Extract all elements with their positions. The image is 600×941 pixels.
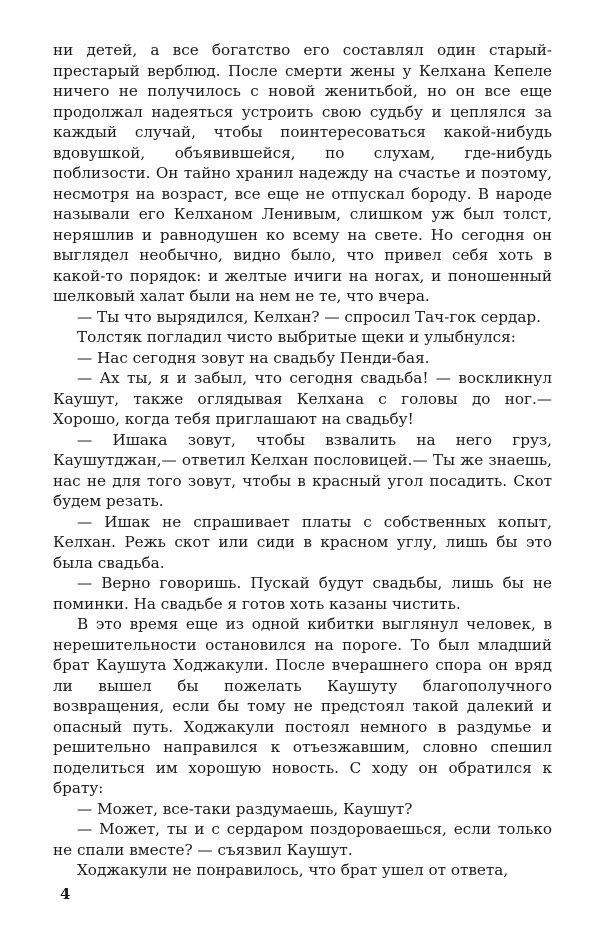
paragraph-1: ни детей, а все богатство его составлял один старый-престарый верблюд. После смерти жены у Келхана Кепеле ничего не получилось с новой женитьбой, но он все еще продолжал надеяться устроить свою судьбу и цеплялся за каждый случай, чтобы поинтересоваться какой-нибудь вдовушкой, объявившейся, по слухам, где-нибудь поблизости. Он тайно хранил надежду на счастье и поэтому, несмотря на возраст, все еще не отпускал бороду. В народе называли его Келханом Ленивым, слишком уж был толст, неряшлив и равнодушен ко всему на свете. Но сегодня он выглядел необычно, видно было, что привел себя хоть в какой-то порядок: и желтые ичиги на ногах, и поношенный шелковый халат были на нем не те, что вчера. [53, 41, 552, 305]
paragraph-6: — Ишака зовут, чтобы взвалить на него груз, Каушутджан,— ответил Келхан пословицей.— Ты же знаешь, нас не для того зовут, чтобы в красный угол посадить. Скот будем резать. [53, 430, 552, 510]
page-number: 4 [60, 885, 71, 903]
paragraph-5: — Ах ты, я и забыл, что сегодня свадьба! — воскликнул Каушут, также оглядывая Келхана с головы до ног.— Хорошо, когда тебя приглашают на свадьбу! [53, 369, 552, 428]
paragraph-2: — Ты что вырядился, Келхан? — спросил Тач-гок сердар. [77, 307, 541, 326]
paragraph-12: Ходжакули не понравилось, что брат ушел от ответа, [77, 861, 509, 879]
paragraph-3: Толстяк погладил чисто выбритые щеки и улыбнулся: [77, 328, 516, 346]
paragraph-9: В это время еще из одной кибитки выглянул человек, в нерешительности остановился на пороге. То был младший брат Каушута Ходжакули. После вчерашнего спора он вряд ли вышел бы пожелать Каушуту благополучного возвращения, если бы тому не предстоял такой далекий и опасный путь. Ходжакули постоял немного в раздумье и решительно направился к отъезжавшим, словно спешил поделиться им хорошую новость. С ходу он обратился к брату: [53, 615, 552, 797]
paragraph-11: — Может, ты и с сердаром поздороваешься, если только не спали вместе? — съязвил Каушут. [53, 820, 552, 859]
paragraph-7: — Ишак не спрашивает платы с собственных копыт, Келхан. Режь скот или сиди в красном углу, лишь бы это была свадьба. [53, 512, 552, 572]
paragraph-4: — Нас сегодня зовут на свадьбу Пенди-бая. [77, 348, 430, 367]
paragraph-10: — Может, все-таки раздумаешь, Каушут? [77, 799, 413, 818]
paragraph-8: — Верно говоришь. Пускай будут свадьбы, лишь бы не поминки. На свадьбе я готов хоть казаны чистить. [53, 574, 552, 613]
